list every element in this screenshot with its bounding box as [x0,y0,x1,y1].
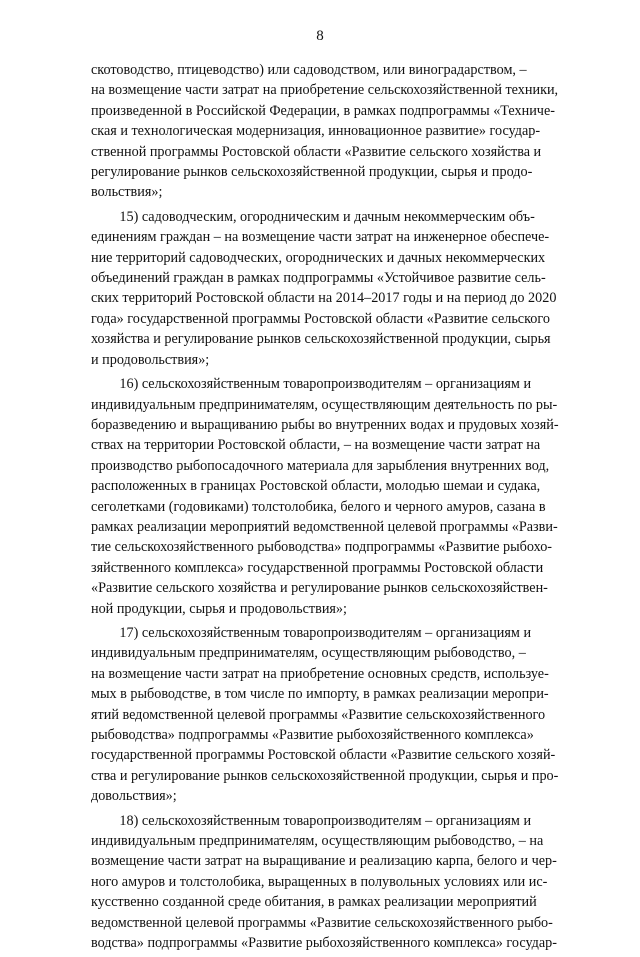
document-body [91,60,594,957]
paragraph-item-16: 16) сельскохозяйственным товаропроизводителям – организациям и индивидуальным предпринимателям, осуществляющим деятельность по ры- боразведению и выращиванию рыбы во внутренних водах и прудовых хозяй- ствах на территории Ростовской области, – на возмещение части затрат на производство рыбопосадочного материала для зарыбления внутренних вод, расположенных в границах Ростовской области, молодью шемаи и судака, сеголетками (годовиками) толстолобика, белого и черного амуров, сазана в рамках реализации мероприятий ведомственной целевой программы «Разви- тие сельскохозяйственного рыбоводства» подпрограммы «Развитие рыбохо- зяйственного комплекса» государственной программы Ростовской области «Развитие сельского хозяйства и регулирование рынков сельскохозяйствен- ной продукции, сырья и продовольствия»; [91,376,559,617]
paragraph-item-18: 18) сельскохозяйственным товаропроизводителям – организациям и индивидуальным предпринимателям, осуществляющим рыбоводство, – на возмещение части затрат на выращивание и реализацию карпа, белого и чер- ного амуров и толстолобика, выращенных в полувольных условиях или ис- кусственно созданной среде обитания, в рамках реализации мероприятий ведомственной целевой программы «Развитие сельскохозяйственного рыбо- водства» подпрограммы «Развитие рыбохозяйственного комплекса» государ- [91,812,557,952]
paragraph-continuation: скотоводство, птицеводство) или садоводством, или виноградарством, – на возмещение части затрат на приобретение сельскохозяйственной техники, произведенной в Российской Федерации, в рамках подпрограммы «Техниче- ская и технологическая модернизация, инновационное развитие» государ- ственной программы Ростовской области «Развитие сельского хозяйства и регулирование рынков сельскохозяйственной продукции, сырья и продо- вольствия»; [91,62,559,201]
page-number: 8 [316,28,324,44]
paragraph-item-15: 15) садоводческим, огородническим и дачным некоммерческим объ- единениям граждан – на возмещение части затрат на инженерное обеспече- ние территорий садоводческих, огороднических и дачных некоммерческих объединений граждан в рамках подпрограммы «Устойчивое развитие сель- ских территорий Ростовской области на 2014–2017 годы и на период до 2020 года» государственной программы Ростовской области «Развитие сельского хозяйства и регулирование рынков сельскохозяйственной продукции, сырья и продовольствия»; [91,208,557,368]
paragraph-item-17: 17) сельскохозяйственным товаропроизводителям – организациям и индивидуальным предпринимателям, осуществляющим рыбоводство, – на возмещение части затрат на приобретение основных средств, используе- мых в рыбоводстве, в том числе по импорту, в рамках реализации меропри- ятий ведомственной целевой программы «Развитие сельскохозяйственного рыбоводства» подпрограммы «Развитие рыбохозяйственного комплекса» государственной программы Ростовской области «Развитие сельского хозяй- ства и регулирование рынков сельскохозяйственной продукции, сырья и про- довольствия»; [91,624,559,805]
